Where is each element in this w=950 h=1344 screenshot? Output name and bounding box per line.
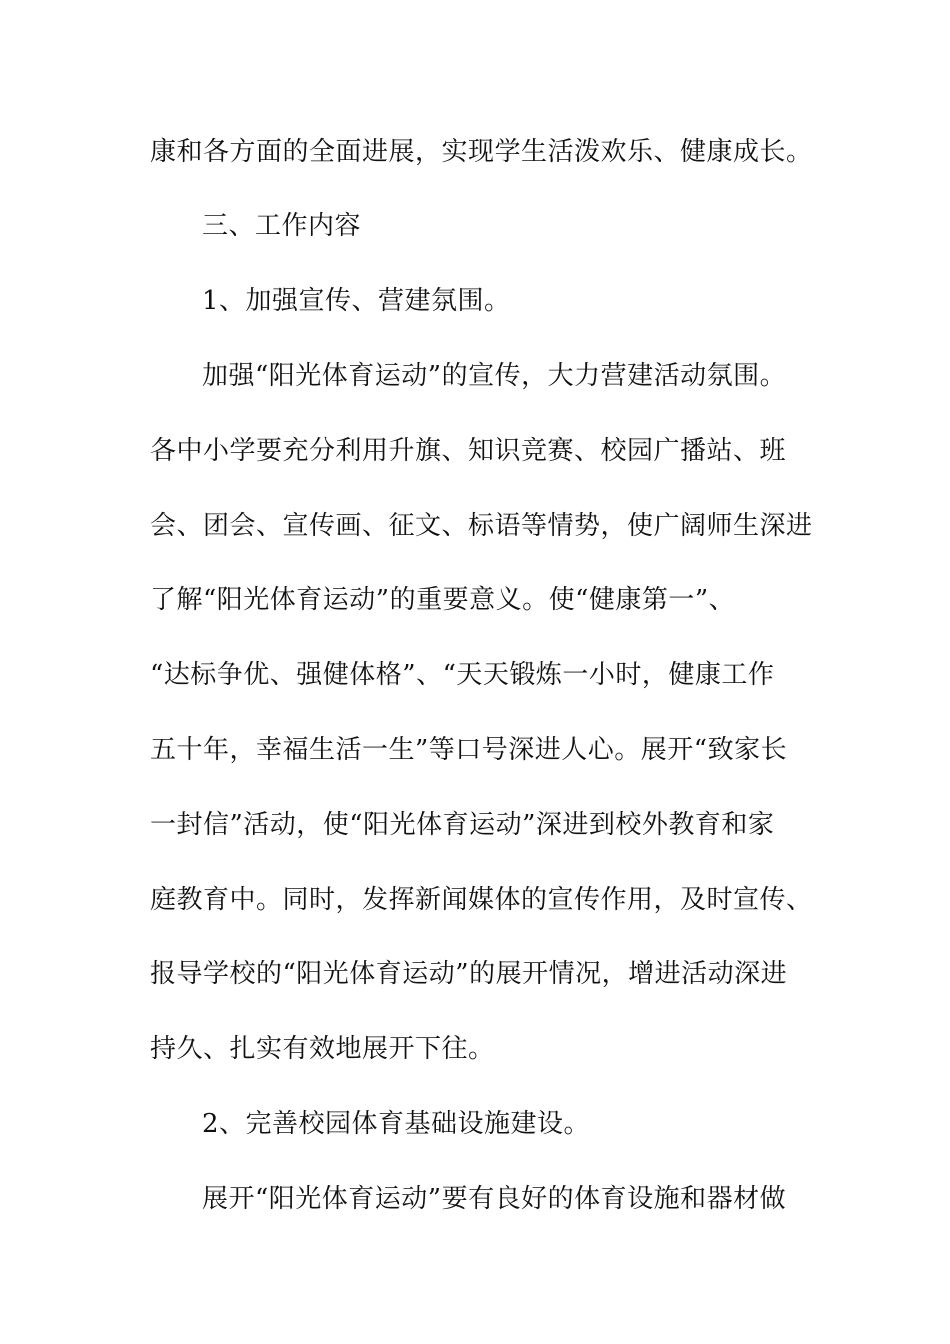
body-text-line: 庭教育中。同时，发挥新闻媒体的宣传作用，及时宣传、: [150, 885, 813, 915]
body-text-line: 报导学校的“阳光体育运动”的展开情况，增进活动深进: [150, 959, 788, 989]
body-text-line: “达标争优、强健体格”、“天天锻炼一小时，健康工作: [150, 660, 775, 690]
subsection-heading: 1、加强宣传、营建氛围。: [202, 286, 511, 316]
subsection-heading: 2、完善校园体育基础设施建设。: [202, 1109, 591, 1139]
body-text-line: 会、团会、宣传画、征文、标语等情势，使广阔师生深进: [150, 511, 813, 541]
body-text-line: 各中小学要充分利用升旗、知识竞赛、校园广播站、班: [150, 436, 787, 466]
body-text-line: 展开“阳光体育运动”要有良好的体育设施和器材做: [202, 1184, 787, 1214]
body-text-line: 一封信”活动，使“阳光体育运动”深进到校外教育和家: [150, 810, 775, 840]
section-heading: 三、工作内容: [202, 211, 362, 241]
body-text-line: 加强“阳光体育运动”的宣传，大力营建活动氛围。: [202, 361, 787, 391]
body-text-line: 五十年，幸福生活一生”等口号深进人心。展开“致家长: [150, 735, 788, 765]
body-text-line: 了解“阳光体育运动”的重要意义。使“健康第一”、: [150, 585, 736, 615]
body-text-line: 持久、扎实有效地展开下往。: [150, 1034, 495, 1064]
body-text-line: 康和各方面的全面进展，实现学生活泼欢乐、健康成长。: [150, 137, 813, 167]
